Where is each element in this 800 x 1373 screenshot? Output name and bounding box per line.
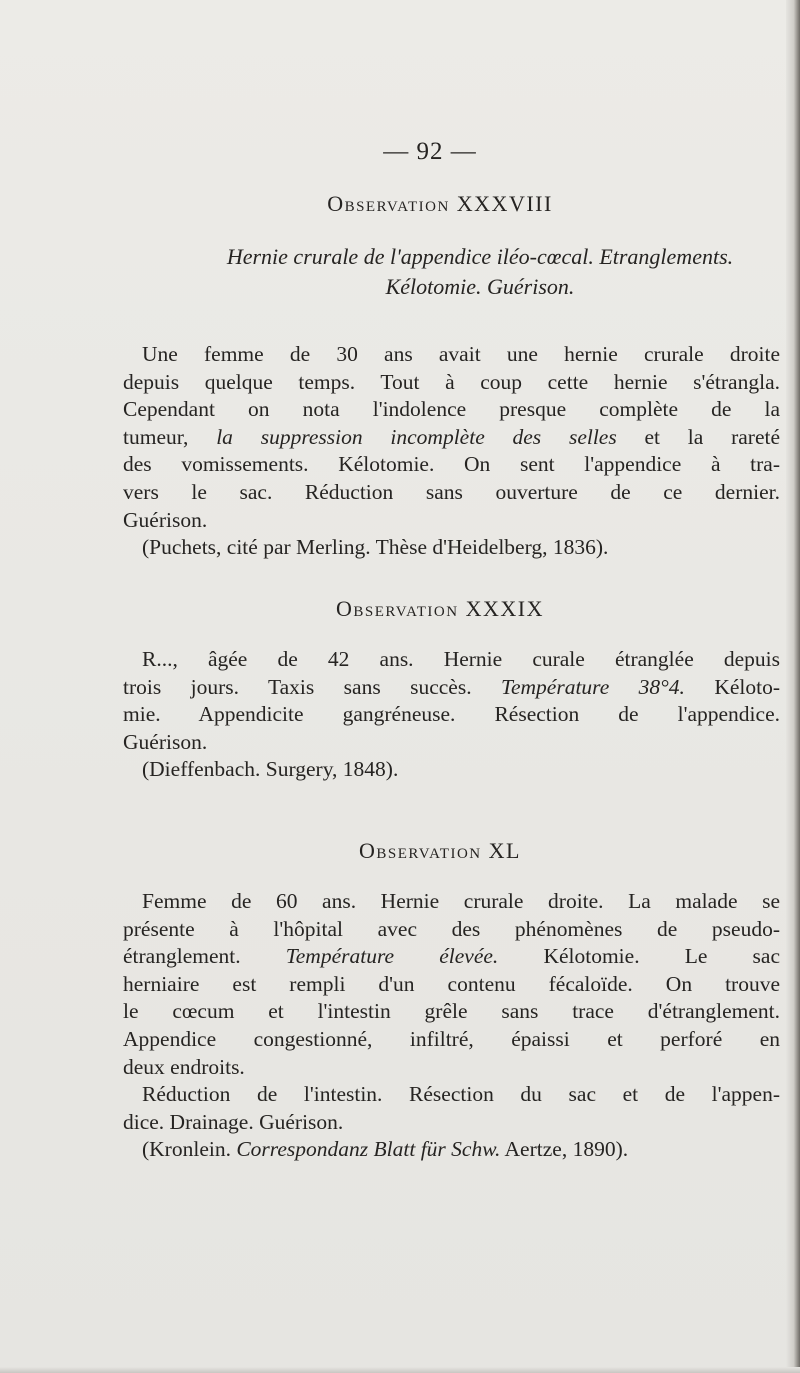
observation-40-heading: Observation XL: [359, 838, 521, 863]
text-line: Cependant on nota l'indolence presque complète de la: [123, 397, 780, 422]
text-fragment: tumeur,: [123, 424, 189, 449]
citation-line: (Puchets, cité par Merling. Thèse d'Heidelberg, 1836).: [142, 535, 609, 559]
page-edge-shadow: [786, 0, 800, 1373]
text-line: herniaire est rempli d'un contenu fécaloïde. On trouve: [123, 971, 780, 996]
observation-38-citation: [123, 534, 780, 562]
text-line: [123, 943, 780, 971]
text-fragment: étranglement.: [123, 944, 241, 969]
observation-39-paragraph: [123, 646, 780, 756]
text-line: présente à l'hôpital avec des phénomènes de pseudo-: [123, 916, 780, 941]
text-fragment: Kélotomie. Le sac: [543, 944, 780, 969]
text-fragment: trois jours. Taxis sans succès.: [123, 674, 472, 699]
text-line: des vomissements. Kélotomie. On sent l'appendice à tra-: [123, 452, 780, 477]
text-line: Guérison.: [123, 729, 208, 754]
text-line: mie. Appendicite gangréneuse. Résection de l'appendice.: [123, 702, 780, 727]
text-line: Appendice congestionné, infiltré, épaissi et perforé en: [123, 1026, 780, 1051]
text-line: dice. Drainage. Guérison.: [123, 1109, 344, 1134]
page-bottom-edge: [0, 1367, 800, 1373]
observation-38-title-line-2: Kélotomie. Guérison.: [385, 274, 575, 299]
italic-phrase: Correspondanz Blatt für Schw.: [236, 1137, 501, 1161]
text-line: [123, 674, 780, 702]
text-fragment: Kéloto-: [714, 674, 780, 699]
text-line: vers le sac. Réduction sans ouverture de ce dernier.: [123, 479, 780, 504]
citation-line: [123, 1136, 780, 1164]
text-line: R..., âgée de 42 ans. Hernie curale étranglée depuis: [142, 647, 780, 671]
text-line: depuis quelque temps. Tout à coup cette hernie s'étrangla.: [123, 369, 780, 394]
italic-phrase: la suppression incomplète des selles: [216, 424, 617, 449]
observation-38-heading: Observation XXXVIII: [327, 191, 553, 216]
observation-38-paragraph: [123, 341, 780, 534]
italic-phrase: Température 38°4.: [500, 674, 685, 699]
citation-line: (Dieffenbach. Surgery, 1848).: [142, 757, 399, 781]
text-line: Réduction de l'intestin. Résection du sac et de l'appen-: [142, 1082, 780, 1106]
observation-39-heading: Observation XXXIX: [336, 596, 544, 621]
observation-40-citation: [123, 1136, 780, 1164]
text-line: Femme de 60 ans. Hernie crurale droite. La malade se: [142, 889, 780, 913]
text-line: Une femme de 30 ans avait une hernie crurale droite: [142, 342, 780, 366]
italic-phrase: Température élevée.: [285, 944, 499, 969]
text-line: Guérison.: [123, 507, 208, 532]
observation-40-paragraph: [123, 888, 780, 1081]
observation-38-title: [150, 242, 800, 302]
text-fragment: et la rareté: [644, 424, 781, 449]
text-line: deux endroits.: [123, 1054, 245, 1079]
observation-40-paragraph-2: [123, 1081, 780, 1136]
text-fragment: (Kronlein.: [142, 1137, 231, 1161]
observation-38-title-line-1: Hernie crurale de l'appendice iléo-cœcal. Etranglements.: [226, 244, 734, 269]
text-line: le cœcum et l'intestin grêle sans trace d'étranglement.: [123, 999, 780, 1024]
text-line: [123, 424, 780, 452]
text-fragment: Aertze, 1890).: [504, 1137, 629, 1161]
observation-39-citation: [123, 756, 780, 784]
page-number: — 92 —: [383, 138, 477, 165]
